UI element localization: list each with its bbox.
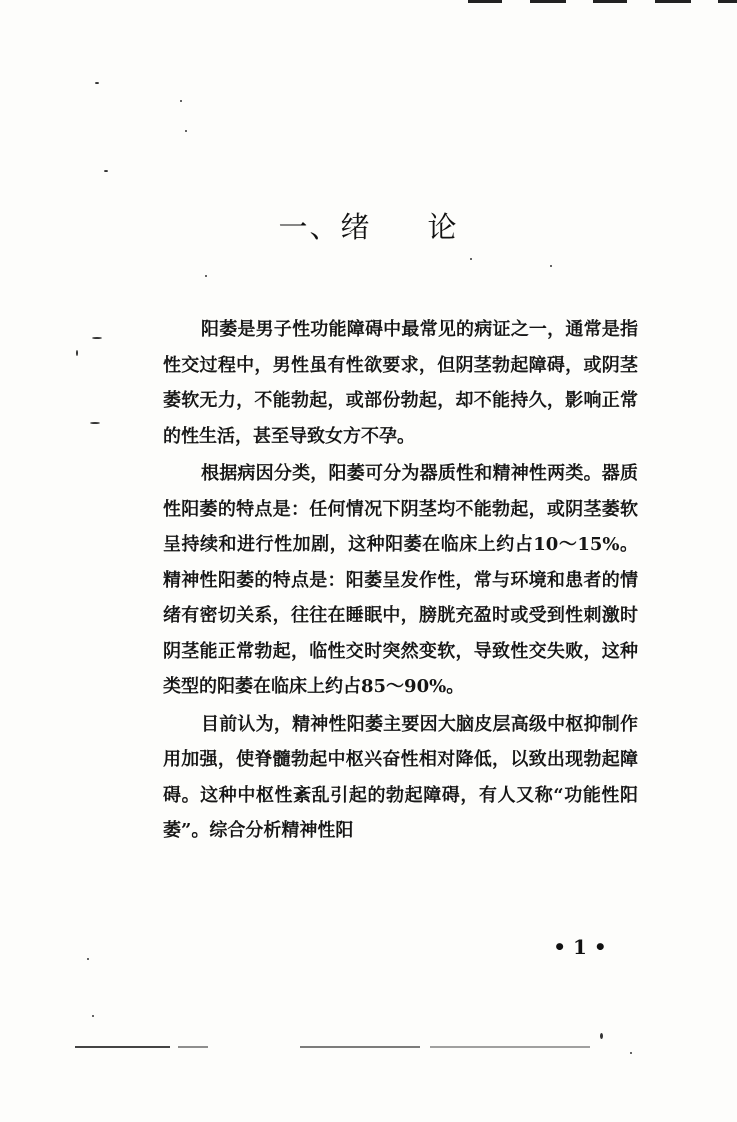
scan-mark	[718, 0, 737, 3]
scan-rule	[300, 1046, 420, 1048]
scan-rule	[178, 1046, 208, 1048]
chapter-title-part1: 一、绪	[278, 210, 372, 244]
scan-rule	[430, 1046, 590, 1048]
body-text	[163, 312, 638, 851]
scan-mark	[655, 0, 691, 3]
scan-mark	[468, 0, 502, 3]
page-number: • 1 •	[553, 935, 607, 959]
chapter-title	[0, 205, 737, 246]
scan-rule	[75, 1046, 170, 1048]
paragraph: 根据病因分类，阳萎可分为器质性和精神性两类。器质性阳萎的特点是：任何情况下阴茎均不能勃起，或阴茎萎软呈持续和进行性加剧，这种阳萎在临床上约占10～15%。精神性阳萎的特点是：阳萎呈发作性，常与环境和患者的情绪有密切关系，往往在睡眠中，膀胱充盈时或受到性刺激时阴茎能正常勃起，临性交时突然变软，导致性交失败，这种类型的阳萎在临床上约占85～90%。	[163, 463, 638, 697]
paragraph: 阳萎是男子性功能障碍中最常见的病证之一，通常是指性交过程中，男性虽有性欲要求，但阴茎勃起障碍，或阴茎萎软无力，不能勃起，或部份勃起，却不能持久，影响正常的性生活，甚至导致女方不孕。	[163, 319, 638, 447]
paragraph: 目前认为，精神性阳萎主要因大脑皮层高级中枢抑制作用加强，使脊髓勃起中枢兴奋性相对降低，以致出现勃起障碍。这种中枢性紊乱引起的勃起障碍，有人又称“功能性阳萎”。综合分析精神性阳	[163, 713, 638, 841]
chapter-title-part2: 论	[427, 210, 459, 244]
scan-mark	[593, 0, 627, 3]
scan-mark	[530, 0, 566, 3]
